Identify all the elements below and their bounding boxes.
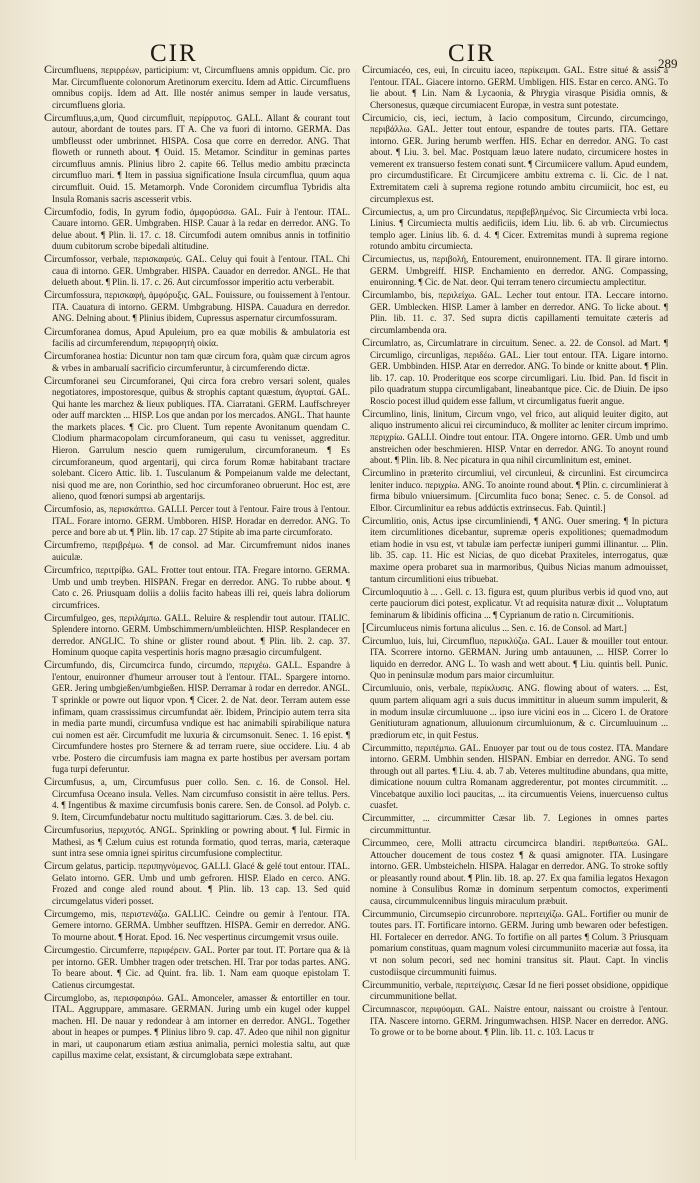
running-head-left: CIR: [150, 40, 198, 67]
dictionary-entry: Circummeo, cere, Molli attractu circumcirca blandiri. περιθωπεύω. GAL. Attoucher doucement de tous costez ¶ & quasi amignoter. ITA. Lusingare intorno. GER. Umbsteicheln. HISPA. Halagar en derredor. ANG. To stroke softly or pleasantly round about. ¶ Plin. lib. 18. ap. 27. Ex qua familia legatos Hexagon nomine à Consulibus Romæ in dominum serpentum comoctos, experimenti causa, circummulcennibus linguis miraculum præbuit.: [362, 835, 668, 906]
dictionary-entry: Circumlino in præterito circumliui, vel circunleui, & circunlini. Est circumcirca leniter induco. περιχρίω. ANG. To anointe round about. ¶ Plin. c. circumlinierat à firma bibulo vniuersimum. [Circumlita fuco bona; Senec. c. 5. de Consol. ad Elbor. Circumlinitur ea rebus addúctis extrinsecus. Fab. Quintil.]: [362, 465, 668, 513]
dictionary-entry: Circumlitio, onis, Actus ipse circumliniendi, ¶ ANG. Ouer smering. ¶ In pictura item circumlitiones dicebantur, supremæ operis expolitiones; quemadmodum etiam hodie in vsu est, vt tabulæ iam perfectæ iuniperi gummi illinantur. ... Plin. lib. 35. cap. 11. Hic est Nicias, de quo dicebat Praxiteles, interrogatus, quæ maxime opera probaret sua in marmoribus, Quibus Nicias manum admouisset, tantum circumlitioni eius tribuebat.: [362, 512, 668, 584]
dictionary-entry: Circummitter, ... circummitter Cæsar lib. 7. Legiones in omnes partes circummittuntur.: [362, 810, 668, 835]
dictionary-entry: Circumicio, cis, ieci, iectum, à Iacio compositum, Circundo, circumcingo, περιβάλλω. GAL. Jetter tout entour, espandre de toutes parts. ITA. Gettare intorno. GER. Juring herumb werffen. HIS. Echar en derredor. ANG. To cast about. ¶ Liu. 3. bel. Mac. Postquam læuo latere nudato, circumicere hostes in vemerent ex transuerso festem conati sunt. ¶ Circumiicere vallum. Apud eundem, pro circumdustificare. Et Circumjicere ambitu extrema c. li. Cic. de l nat. Extremitatem cæli à suprema regione rotundo ambitu circumiicit, hoc est, eu circumplexus est.: [362, 109, 668, 204]
dictionary-entry: Circumiacéo, ces, eui, In circuitu iaceo, περίκειμαι. GAL. Estre situé & assis à l'entour. ITAL. Giacere intorno. GERM. Umbligen. HIS. Estar en cerco. ANG. To lie about. ¶ Lin. Nam & Lycaonia, & Phrygia virasque Pisidia omnis, & Chersonesus, quæque circumiacent Europæ, in vestra sunt potestate.: [362, 62, 668, 110]
dictionary-entry: Circumlatro, as, Circumlatrare in circuitum. Senec. a. 22. de Consol. ad Mart. ¶ Circumligo, circunligas, περιδέω. GAL. Lier tout entour. ITA. Ligare intorno. GER. Umbbinden. HISP. Atar en derredor. ANG. To binde or knitte about. ¶ Plin. lib. 17. cap. 10. Proderitque eos scorpe circumligari. Liu. Ibid. Pan. Id fiscit in pilo quadratum stuppa circumligabant, lineabantque pice. Cic. de Diuin. De ipso Roscio pocest illud quidem esse fallum, vt circumligatus fuerit angue.: [362, 335, 668, 406]
running-head-right: CIR: [448, 40, 496, 67]
left-column: [44, 64, 350, 1062]
dictionary-entry: Circummunio, Circumsepio circunrobore. περιτειχίζω. GAL. Fortifier ou munir de toutes pars. IT. Fortificare intorno. GERM. Juring umb bewaren oder befestigen. HI. Fortalecer en derredor. ANG. To fortifie on all partes ¶ Colum. 3 Priusquam pomarium constituas, quam magnum volesi circummuniito maceriæ aut fossa, ita vt non solum pecori, sed nec homini transitus sit. Plaut. Capt. In vinclis custodiisque circummuniti fuimus.: [362, 905, 668, 977]
dictionary-entry: Circumiectus, us, περιβολή, Entourement, enuironnement. ITA. Il girare intorno. GERM. Umbgreiff. HISP. Enchamiento en derredor. ANG. Compassing, enuironning. ¶ Cic. de Nat. deor. Qui terram tenero circumiectu amplectitur.: [362, 251, 668, 288]
dictionary-entry: Circumfossor, verbale, περισκαφεύς. GAL. Celuy qui fouit à l'entour. ITAL. Chi caua di intorno. GER. Umbgraber. HISPA. Cauador en derredor. ANGL. He that delueth about. ¶ Plin. li. 17. c. 26. Aut circumfossor imperitio actu verberabit.: [44, 251, 350, 288]
dictionary-entry: Circumnascor, περιφύομαι. GAL. Naistre entour, naissant ou croistre à l'entour. ITA. Nascere intorno. GERM. Jringumwachsen. HISP. Nacer en derredor. ANG. To growe or to be borne about. ¶ Plin. lib. 11. c. 103. Lacus tr: [362, 1001, 668, 1038]
dictionary-entry: Circumfusorius, περιχυτός. ANGL. Sprinkling or powring about. ¶ Iul. Firmic in Mathesi, as ¶ Cælum cuius est rotunda formatio, quod terras, maria, cæteraque sunt intra sese omnia ignei spiritus circumfusione complectitur.: [44, 822, 350, 859]
dictionary-entry: Circummitto, περιπέμπω. GAL. Enuoyer par tout ou de tous costez. ITA. Mandare intorno. GERM. Umbhin senden. HISPAN. Embiar en derredor. ANG. To send through out all partes. ¶ Liu. 4. ab. 7 ab. Veteres multitudine abundans, qua mitte, dimicatione nouum cultra Romanam aggrederentur, pot montes circummitit. ... Vincebatque auxilio loci paucitas, ... ita circumuentis Veiens, inuercuenso cultus cuasfet.: [362, 739, 668, 811]
dictionary-entry: Circumforanei seu Circumforanei, Qui circa fora crebro versari solent, quales negotiatores, impostoresque, quibus & strophis captant quæstum, ἀγυρταί. GAL. Qui hante les marchez & lieux publiques. ITA. Ciarratani. GERM. Lauffschreyer oder auff marckten ... HISP. Los que andan por los mercados. ANGL. That haunte the markets places. ¶ Cic. pro Cluent. Tum repente Avonitanum quendam C. Clodium pharmacopolam circumforaneum, qui casu tu venisset, aggreditur. Hieron. Garrulum nescio quem rumigerulum, circumforaneum. ¶ Es circumforaneum, quod argentarij, qui circa forum Romæ habitabant tractare solebant. Cicero Attic. lib. 1. Tusculanum & Pompeianum valde me delectant, nisi quod me are, non Corinthio, sed hoc circumforaneo obruerunt. Hoc est, ære alieno, quod fœnori sumpsi ab argentarijs.: [44, 372, 350, 502]
dictionary-entry: Circumgestio. Circumferre, περιφέρειν. GAL. Porter par tout. IT. Portare qua & là per intorno. GER. Umbher tragen oder tretschen. HI. Trar por todas partes. ANG. To beare about. ¶ Cic. ad Quint. fra. lib. 1. Nam eam quoque epistolam T. Catienus circumgestat.: [44, 941, 350, 990]
dictionary-entry: Circumfusus, a, um, Circumfusus puer collo. Sen. c. 16. de Consol. Hel. Circumfusa Oceano insula. Velles. Nam circumfuso consistit in aëre tellus. Pers. 4. ¶ Ingentibus & maxime circumfusis bonis carere. Sen. de Consol. ad Polyb. c. 9. Item, Circumfundebatur noctu multitudo sagittariorum. Cæs. 3. de bel. ciu.: [44, 774, 350, 822]
dictionary-entry: Circumfundo, dis, Circumcirca fundo, circumdo, περιχέω. GALL. Espandre à l'entour, enuironner d'humeur arrouser tout à l'entour. ITAL. Spargere intorno. GER. Jering umbgießen/umbgießen. HISP. Derramar à rodar en derredor. ANGL. T sprinkle or powre out liquor vpon. ¶ Cicer. 2. de Nat. deor. Terram autem esse infimam, quam crassissimus circumfundat aër. Ibidem, Principio autem terra sita in media parte mundi, circumfusa vndique est hac animabili spirabilique natura cui nomen est aër. Circumfudit me luxuria & circumsonuit. Senec. 1. 16 epist. ¶ Circumfundere hostes pro Sternere & ad terram ruere, siue occidere. Liu. 4 ab vrbe. Postero die circumfusis iam magna ex parte hostibus per aversam portam fuga turpi deferuntur.: [44, 657, 350, 775]
dictionary-entry: Circumforanea hostia: Dicuntur non tam quæ circum fora, quàm quæ circum agros & vrbes in ambarualí sacrificio circumferuntur, à circumferendo dictæ.: [44, 348, 350, 373]
dictionary-entry: Circumfrico, περιτρίβω. GAL. Frotter tout entour. ITA. Fregare intorno. GERMA. Umb und umb treyben. HISPAN. Fregar en derredor. ANG. To rubbe about. ¶ Cato c. 26. Priusquam doliis a doliis facito habeas illi rei, queis labra doliorum circumfrices.: [44, 561, 350, 610]
dictionary-entry: Circumloquutio à ... . Gell. c. 13. figura est, quum pluribus verbis id quod vno, aut certe pauciorum dici potest, explicatur. Vt ad requisita naturæ dixit ... Voluptatum feminarum & libidinis officina ... ¶ Cyprianum de ratio n. Circumitionis.: [362, 583, 668, 620]
column-gutter: [355, 70, 356, 1160]
dictionary-entry: Circummunitio, verbale, περιτείχισις. Cæsar Id ne fieri posset obsidione, oppidique circummunitione bellat.: [362, 976, 668, 1002]
dictionary-entry: Circumfluens, περιρρέων, participium: vt, Circumfluens amnis oppidum. Cic. pro Mar. Circumfluente colonorum Aretinorum exercitu. Idem ad Attic. Circumfluens omnibus copijs. Idem ad Att. Ille nostér animus semper in laude versatus, circumfluens gloria.: [44, 62, 350, 110]
dictionary-entry: Circumfossura, περισκαφή, ἀμφόρυξις. GAL. Fouissure, ou fouissement à l'entour. ITA. Cauatura di intorno. GERM. Umbgrabung. HISPA. Cauadura en derredor. ANG. Delning about. ¶ Plinius ibidem, Cupressus aspernatur circumfossuram.: [44, 287, 350, 324]
dictionary-entry: Circumfulgeo, ges, περιλάμπω. GALL. Reluire & resplendir tout autour. ITALIC. Splendere intorno. GERM. Umbschimmern/umbleüchten. HISP. Resplandecer en derredor. ANGLIC. To shine or glister round about. ¶ Plin. lib. 2. cap. 37. Hominum quoque capita vespertinis horis magno præsagio circumfulgent.: [44, 609, 350, 658]
right-column: [362, 64, 668, 1039]
dictionary-entry: [Circumluceus nimis fortuna aliculus ... Sen. c. 16. de Consol. ad Mart.]: [362, 619, 627, 634]
dictionary-entry: Circumfosio, as, περισκάπτω. GALLI. Percer tout à l'entour. Faire trous à l'entour. ITAL. Forare intorno. GERM. Umbboren. HISP. Horadar en derredor. ANG. To perce and bore ab ut. ¶ Plin. lib. 17 cap. 27 Stipite ab ima parte circumforato.: [44, 501, 350, 538]
dictionary-entry: Circumfremo, περιβρέμω. ¶ de consol. ad Mar. Circumfremunt nidos inanes auiculæ.: [44, 537, 350, 562]
dictionary-entry: Circumgemo, mis, περιστενάζω. GALLIC. Ceindre ou gemir à l'entour. ITA. Gemere intorno. GERMA. Umbher seufftzen. HISPA. Gemir en derredor. ANG. To mourne about. ¶ Horat. Epod. 16. Nec vespertinus circumgemit vrsus ouile.: [44, 905, 350, 942]
dictionary-entry: Circumfodio, fodis, In gyrum fodio, ἀμφορύσσω. GAL. Fuir à l'entour. ITAL. Cauare intorno. GER. Umbgraben. HISP. Cauar à la redar en derredor. ANG. To delue about. ¶ Plin. li. 17. c. 18. Circumfodi autem omnibus annis in totfinitio duum cubitorum scrobe bipedali altitudine.: [44, 203, 350, 252]
dictionary-entry: Circumiectus, a, um pro Circundatus, περιβεβλημένος. Sic Circumiecta vrbi loca. Linius. ¶ Circumiecta multis aedificiis, idem Liu. lib. 6. ab vrb. Circumiectus templo ager. Linius lib. 6. d. 4. ¶ Cicer. Extremitas mundi à suprema regione rotundo ambitu circumiecta.: [362, 203, 668, 252]
dictionary-entry: Circumluo, luis, lui, Circumfluo, περικλύζω. GAL. Lauer & mouiller tout entour. ITA. Scorrere intorno. GERMAN. Juring umb antauunen, ... HISP. Correr lo liquido en derredor. ANG L. To wash and wett about. ¶ Liu. quintis bell. Punic. Quo in peninsulæ modum pars maior circumluitur.: [362, 632, 668, 681]
dictionary-entry: Circum gelatus, particip. περιπηγνύμενος. GALLI. Glacé & gelé tout entour. ITAL. Gelato intorno. GER. Umb und umb gefroren. HISP. Elado en cerco. ANG. Frozed and conge aled round about. ¶ Plin. lib. 13 cap. 13. Sed quid circumgelatus videri posset.: [44, 858, 350, 906]
page-number: 289: [658, 56, 678, 71]
dictionary-entry: Circumluuio, onis, verbale, περίκλυσις. ANG. flowing about of waters. ... Est, quum partem aliquam agri a suis ducus immittitur in alueum summ impulerit, & in modum insulæ circumluuone ... ipso iure vicini eos in ... Cicero 1. de Oratore Genitiuturam agnationum, alluuionum circumluionum, & c. Circumluuinum ... prædiorum etc, in quit Festus.: [362, 680, 668, 740]
dictionary-entry: Circumglobo, as, περισφαιρόω. GAL. Amonceler, amasser & entortiller en tour. ITAL. Aggruppare, ammasare. GERMAN. Juring umb ein kugel oder kuppel machen. HI. De nauar y redondear à am intorner en derredor. ANGL. Together about in heapes or pumpes. ¶ Plinius libro 9. cap. 47. Adeo que nihil non gignitur in mari, ut cauponarum etiam æstiua animalia, pernici molestia saltu, aut quæ capillus maxime celat, exsistant, & circumglobata sæpe extrahant.: [44, 989, 350, 1061]
dictionary-entry: Circumlino, linis, linitum, Circum vngo, vel frico, aut aliquid leuiter digito, aut aliquo instrumento alicui rei circuminduco, & molliter ac leniter circum imprimo. περιχρίω. GALLI. Oindre tout entour. ITA. Ongere intorno. GER. Umb und umb anstreichen oder beschmieren. HISP. Vntar en derredor. ANG. To anoynt round about. ¶ Plin. lib. 8. Nec picatura in qua nihil circumlinitum est, eminet.: [362, 405, 668, 466]
dictionary-entry: Circumfluus,a,um, Quod circumfluit, περίρρυτος. GALL. Allant & courant tout autour, abordant de toutes pars. IT A. Che va fuori di intorno. GERMA. Das umbfleusst oder umbrinnet. HISPA. Cosa que corre en derredor. ANG. That floweth or runneth about. ¶ Ouid. 15. Metamor. Scinditur in geminas partes circumfluus amnis. Plinius libro 2. capite 66. Tellus medio ambitu præcincta circumfluo mari. ¶ Item in passiua significatione Insula circumflua, quum aqua circumfluit. Ouid. 15. Metamorph. Vnde Coronidem circumflua Tybridis alta Insula Romanis sacris ascesserit vrbis.: [44, 109, 350, 204]
dictionary-entry: Circumforanea domus, Apud Apuleium, pro ea quæ mobilis & ambulatoria est facilis ad circumferendum, περιφορητὴ οἰκία.: [44, 323, 350, 349]
dictionary-entry: Circumlambo, bis, περιλείχω. GAL. Lecher tout entour. ITA. Leccare intorno. GER. Umblecken. HISP. Lamer à lamber en derredor. ANG. To licke about. ¶ Plin. lib. 11. c. 37. Sed supra dictis capillamenti temuitate cæteris ad circumlambenda ora.: [362, 287, 668, 336]
